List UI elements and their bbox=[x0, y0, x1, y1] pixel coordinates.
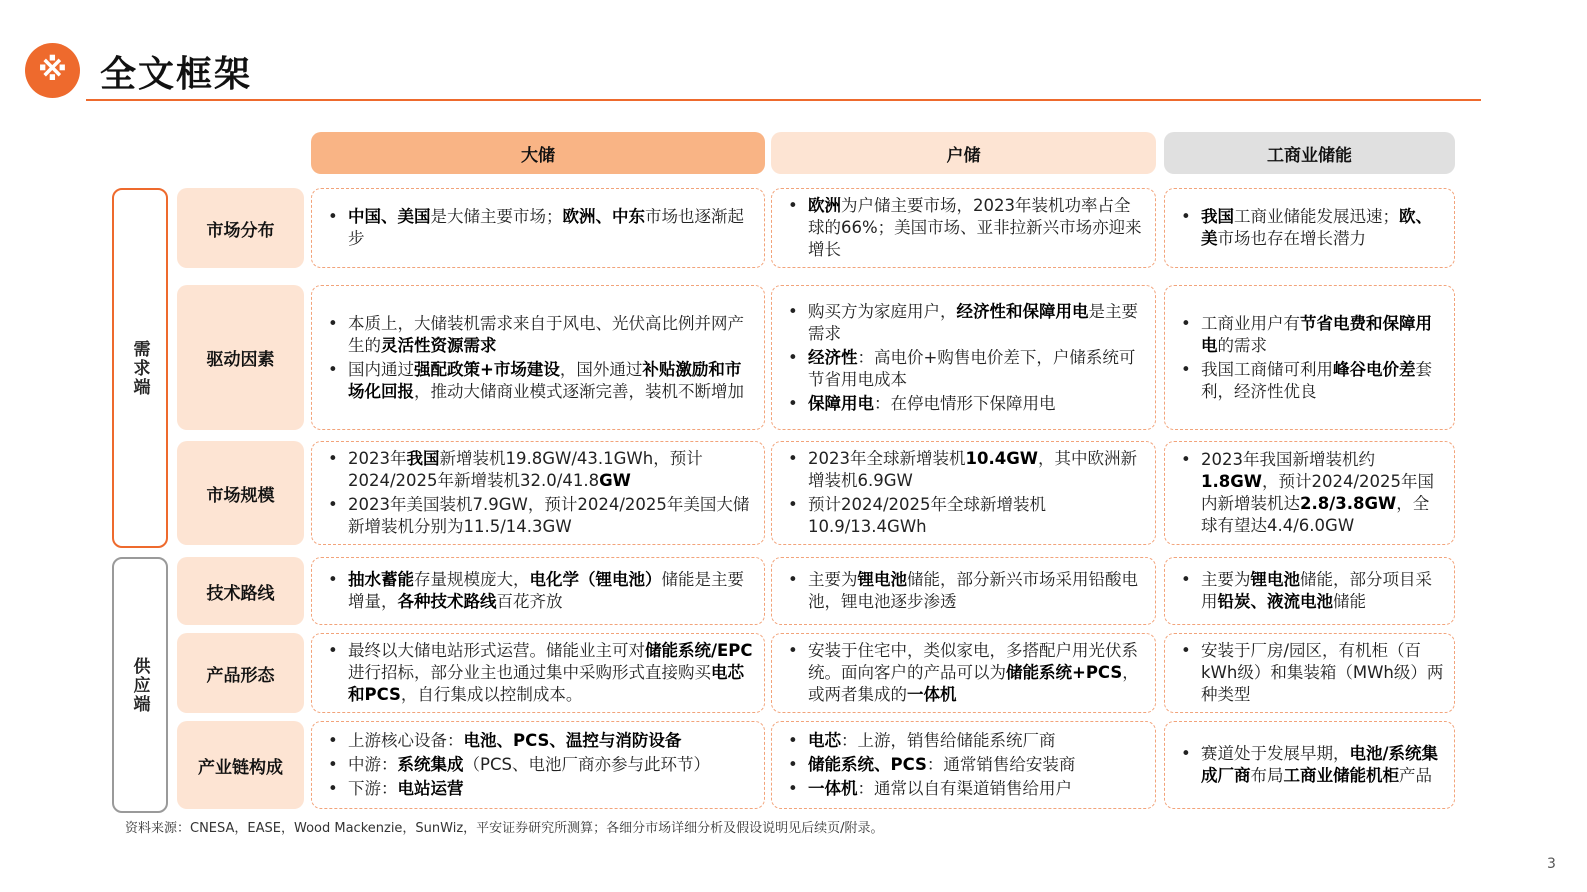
text-segment: 市场也逐渐起步 bbox=[348, 207, 744, 248]
table-cell bbox=[311, 633, 765, 713]
bold-text: 中国、美国 bbox=[348, 207, 431, 226]
title-divider bbox=[86, 99, 1481, 101]
bullet-item bbox=[326, 569, 754, 613]
text-segment: 的需求 bbox=[1217, 335, 1267, 355]
bullet-item bbox=[326, 448, 754, 492]
bold-text: 储能系统/EPC bbox=[645, 641, 753, 660]
text-segment: ：在停电情形下保障用电 bbox=[874, 393, 1056, 413]
page-title: 全文框架 bbox=[100, 53, 253, 95]
text-segment: 购买方为家庭用户， bbox=[808, 301, 957, 321]
text-segment: ：高电价+购售电价差下，户储系统可节省用电成本 bbox=[808, 347, 1136, 389]
text-segment: 产品 bbox=[1399, 766, 1432, 785]
bullet-item bbox=[326, 494, 754, 538]
text-segment: 我国工商储可利用 bbox=[1201, 359, 1333, 379]
row-label: 市场分布 bbox=[177, 188, 304, 268]
column-header-large-storage: 大储 bbox=[311, 132, 765, 174]
text-segment: ，国外通过 bbox=[559, 359, 643, 379]
table-cell bbox=[771, 441, 1156, 545]
text-segment: ：通常以自有渠道销售给用户 bbox=[857, 779, 1072, 798]
table-cell bbox=[311, 188, 765, 268]
bold-text: 储能系统+PCS bbox=[1006, 663, 1123, 682]
bullet-item bbox=[786, 393, 1145, 415]
row-label: 市场规模 bbox=[177, 441, 304, 545]
bold-text: 节省电费和保障用电 bbox=[1201, 313, 1432, 355]
table-cell bbox=[1164, 721, 1455, 809]
bold-text: 锂电池 bbox=[857, 570, 907, 589]
text-segment: 存量规模庞大， bbox=[414, 570, 530, 589]
table-cell bbox=[311, 721, 765, 809]
text-segment: 储能是主要增量， bbox=[348, 570, 744, 611]
bold-text: 电芯 bbox=[808, 731, 841, 750]
bold-text: 电池、PCS、温控与消防设备 bbox=[463, 731, 682, 750]
bold-text: 工商业储能机柜 bbox=[1283, 766, 1399, 785]
source-note: 资料来源：CNESA，EASE，Wood Mackenzie，SunWiz，平安证券研究所测算；各细分市场详细分析及假设说明见后续页/附录。 bbox=[125, 821, 884, 836]
text-segment: 安装于厂房/园区，有机柜（百kWh级）和集装箱（MWh级）两种类型 bbox=[1201, 641, 1444, 704]
text-segment: 工商业用户有 bbox=[1201, 313, 1300, 333]
bullet-item bbox=[786, 569, 1145, 613]
bullet-item bbox=[1179, 206, 1444, 250]
bold-text: 电芯和PCS bbox=[348, 663, 744, 704]
bullet-item bbox=[326, 730, 754, 752]
bullet-item bbox=[326, 640, 754, 706]
bold-text: 锂电池 bbox=[1250, 570, 1300, 589]
bold-text: 抽水蓄能 bbox=[348, 570, 414, 589]
bold-text: 经济性和保障用电 bbox=[956, 301, 1089, 321]
bullet-item bbox=[326, 754, 754, 776]
table-cell bbox=[1164, 441, 1455, 545]
row-label: 技术路线 bbox=[177, 557, 304, 625]
table-cell bbox=[771, 188, 1156, 268]
text-segment: ，或两者集成的 bbox=[808, 663, 1139, 704]
bullet-item bbox=[326, 359, 754, 403]
bullet-item bbox=[786, 494, 1145, 538]
row-label: 产业链构成 bbox=[177, 721, 304, 809]
bullet-item bbox=[1179, 569, 1444, 613]
bold-text: 强配政策+市场建设 bbox=[414, 359, 560, 379]
table-cell bbox=[1164, 557, 1455, 625]
text-segment: 储能，部分新兴市场采用铅酸电池，锂电池逐步渗透 bbox=[808, 570, 1138, 611]
bullet-item bbox=[786, 448, 1145, 492]
column-header-commercial-storage: 工商业储能 bbox=[1164, 132, 1455, 174]
text-segment: 国内通过 bbox=[348, 359, 414, 379]
text-segment: ，预计2024/2025年国内新增装机达 bbox=[1201, 472, 1435, 513]
text-segment: 2023年我国新增装机约 bbox=[1201, 450, 1375, 469]
text-segment: 最终以大储电站形式运营。储能业主可对 bbox=[348, 641, 645, 660]
table-cell bbox=[771, 633, 1156, 713]
table-cell bbox=[1164, 188, 1455, 268]
text-segment: 储能 bbox=[1333, 592, 1366, 611]
bullet-item bbox=[1179, 359, 1444, 403]
row-label: 产品形态 bbox=[177, 633, 304, 713]
text-segment: 预计2024/2025年全球新增装机10.9/13.4GWh bbox=[808, 495, 1047, 536]
bold-text: 铅炭、液流电池 bbox=[1217, 592, 1333, 611]
text-segment: 市场也存在增长潜力 bbox=[1217, 229, 1366, 248]
text-segment: 套利，经济性优良 bbox=[1201, 359, 1432, 401]
text-segment: 下游： bbox=[348, 779, 398, 798]
bold-text: 峰谷电价差 bbox=[1333, 359, 1416, 379]
bullet-item bbox=[786, 778, 1145, 800]
row-label: 驱动因素 bbox=[177, 285, 304, 430]
bullet-item bbox=[786, 301, 1145, 345]
bullet-item bbox=[1179, 743, 1444, 787]
text-segment: 2023年美国装机7.9GW，预计2024/2025年美国大储新增装机分别为11.5/14.3GW bbox=[348, 495, 750, 536]
table-cell bbox=[771, 285, 1156, 430]
bullet-item bbox=[1179, 449, 1444, 537]
text-segment: 储能，部分项目采用 bbox=[1201, 570, 1432, 611]
bold-text: 欧洲 bbox=[808, 196, 841, 215]
bold-text: 一体机 bbox=[907, 685, 957, 704]
text-segment: 本质上，大储装机需求来自于风电、光伏高比例并网产生的 bbox=[348, 313, 744, 355]
bold-text: GW bbox=[599, 471, 631, 490]
bold-text: 欧、美 bbox=[1201, 207, 1432, 248]
bold-text: 我国 bbox=[406, 449, 440, 468]
page-number: 3 bbox=[1547, 856, 1556, 872]
bullet-item bbox=[326, 206, 754, 250]
table-cell bbox=[1164, 285, 1455, 430]
text-segment: 是主要需求 bbox=[808, 301, 1138, 343]
text-segment: ，推动大储商业模式逐渐完善，装机不断增加 bbox=[414, 381, 744, 401]
bold-text: 补贴激励和市场化回报 bbox=[348, 359, 742, 401]
bold-text: 1.8GW bbox=[1201, 472, 1262, 491]
text-segment: 主要为 bbox=[808, 570, 858, 589]
bold-text: 欧洲、中东 bbox=[562, 207, 645, 226]
bold-text: 系统集成 bbox=[397, 755, 464, 774]
bold-text: 经济性 bbox=[808, 347, 858, 367]
table-cell bbox=[311, 441, 765, 545]
bullet-item bbox=[326, 778, 754, 800]
table-cell bbox=[1164, 633, 1455, 713]
text-segment: 安装于住宅中，类似家电，多搭配户用光伏系统。面向客户的产品可以为 bbox=[808, 641, 1138, 682]
text-segment: 为户储主要市场，2023年装机功率占全球的66%；美国市场、亚非拉新兴市场亦迎来增长 bbox=[808, 196, 1142, 259]
bullet-item bbox=[786, 640, 1145, 706]
text-segment: ，全球有望达4.4/6.0GW bbox=[1201, 494, 1430, 535]
text-segment: 百花齐放 bbox=[496, 592, 563, 611]
text-segment: ：上游，销售给储能系统厂商 bbox=[841, 731, 1056, 750]
bold-text: 2.8/3.8GW bbox=[1300, 494, 1397, 513]
table-cell bbox=[311, 557, 765, 625]
bold-text: 灵活性资源需求 bbox=[381, 335, 497, 355]
text-segment: 主要为 bbox=[1201, 570, 1251, 589]
group-demand: 需求端 bbox=[112, 188, 168, 548]
text-segment: 2023年全球新增装机 bbox=[808, 449, 966, 468]
text-segment: （PCS、电池厂商亦参与此环节） bbox=[463, 755, 710, 774]
bold-text: 10.4GW bbox=[965, 449, 1038, 468]
group-supply: 供应端 bbox=[112, 557, 168, 813]
bullet-item bbox=[786, 347, 1145, 391]
bold-text: 储能系统、PCS bbox=[808, 755, 927, 774]
bold-text: 各种技术路线 bbox=[397, 592, 497, 611]
bullet-item bbox=[786, 730, 1145, 752]
bullet-item bbox=[1179, 640, 1444, 706]
text-segment: 赛道处于发展早期， bbox=[1201, 744, 1350, 763]
text-segment: 是大储主要市场； bbox=[430, 207, 563, 226]
text-segment: 布局 bbox=[1250, 766, 1284, 785]
bullet-item bbox=[326, 313, 754, 357]
text-segment: ：通常销售给安装商 bbox=[926, 755, 1076, 774]
bold-text: 电化学（锂电池） bbox=[529, 570, 662, 589]
text-segment: 上游核心设备： bbox=[348, 731, 464, 750]
bullet-item bbox=[786, 754, 1145, 776]
bold-text: 一体机 bbox=[808, 779, 858, 798]
table-cell bbox=[771, 721, 1156, 809]
text-segment: 中游： bbox=[348, 755, 398, 774]
bold-text: 电站运营 bbox=[397, 779, 464, 798]
column-header-household-storage: 户储 bbox=[771, 132, 1156, 174]
text-segment: 2023年 bbox=[348, 449, 407, 468]
text-segment: 进行招标，部分业主也通过集中采购形式直接购买 bbox=[348, 663, 711, 682]
text-segment: 工商业储能发展迅速； bbox=[1234, 207, 1399, 226]
bold-text: 电池/系统集成厂商 bbox=[1201, 744, 1439, 785]
title-badge-icon: ※ bbox=[25, 43, 80, 98]
bullet-item bbox=[1179, 313, 1444, 357]
table-cell bbox=[311, 285, 765, 430]
table-cell bbox=[771, 557, 1156, 625]
bullet-item bbox=[786, 195, 1145, 261]
bold-text: 保障用电 bbox=[808, 393, 874, 413]
text-segment: ，其中欧洲新增装机6.9GW bbox=[808, 449, 1137, 490]
text-segment: 新增装机19.8GW/43.1GWh，预计2024/2025年新增装机32.0/41.8 bbox=[348, 449, 703, 490]
text-segment: ，自行集成以控制成本。 bbox=[400, 685, 583, 704]
bold-text: 我国 bbox=[1201, 207, 1234, 226]
